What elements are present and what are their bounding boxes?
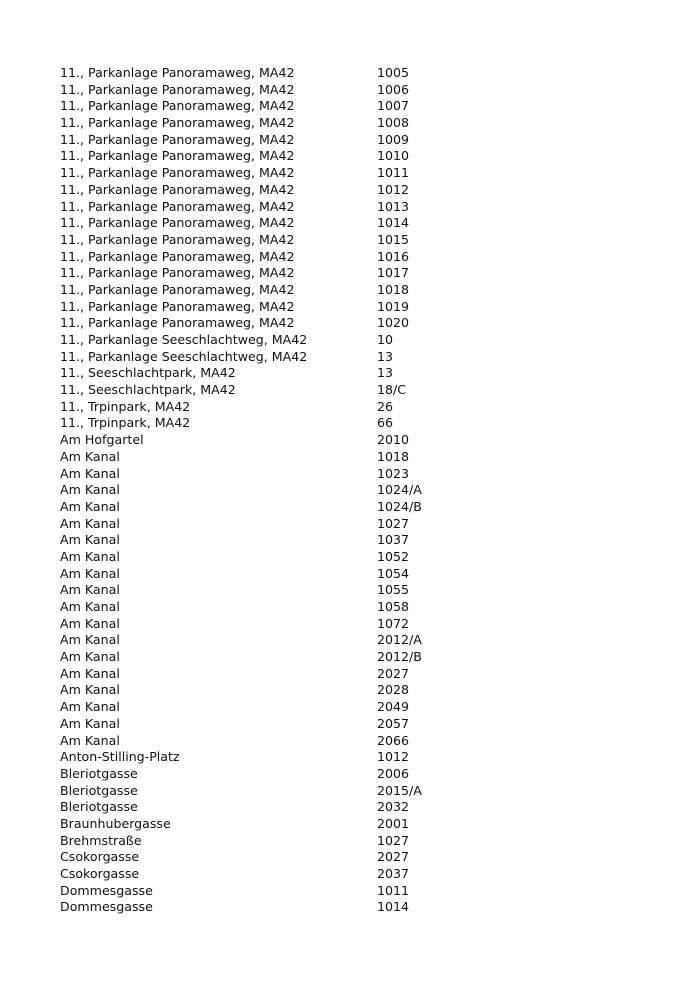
list-row xyxy=(60,749,660,766)
location-number: 1013 xyxy=(377,198,410,214)
location-number: 1018 xyxy=(377,448,410,464)
list-row xyxy=(60,566,660,583)
list-row xyxy=(60,616,660,633)
location-number: 13 xyxy=(377,365,394,381)
location-number: 2028 xyxy=(377,682,410,698)
list-row xyxy=(60,799,660,816)
location-number: 2032 xyxy=(377,799,410,815)
location-number: 10 xyxy=(377,332,394,347)
location-name: 11., Parkanlage Panoramaweg, MA42 xyxy=(60,181,295,197)
location-name: 11., Parkanlage Panoramaweg, MA42 xyxy=(60,98,295,114)
location-number: 2027 xyxy=(377,849,410,865)
location-number: 1027 xyxy=(377,515,410,531)
list-row xyxy=(60,98,660,115)
location-name: Am Kanal xyxy=(60,632,120,648)
list-row xyxy=(60,549,660,566)
location-number: 2012/B xyxy=(377,649,422,665)
list-row xyxy=(60,666,660,683)
list-row xyxy=(60,632,660,649)
list-row xyxy=(60,699,660,716)
location-number: 26 xyxy=(377,398,394,414)
list-row xyxy=(60,849,660,866)
location-number: 2006 xyxy=(377,765,410,781)
list-row xyxy=(60,115,660,132)
location-name: 11., Parkanlage Panoramaweg, MA42 xyxy=(60,65,295,80)
location-name: Am Kanal xyxy=(60,548,120,564)
location-number: 1012 xyxy=(377,181,410,197)
location-number: 2010 xyxy=(377,432,410,448)
location-name: 11., Trpinpark, MA42 xyxy=(60,398,191,414)
location-number: 13 xyxy=(377,348,394,364)
list-row xyxy=(60,716,660,733)
location-name: Am Kanal xyxy=(60,732,120,748)
location-number: 1055 xyxy=(377,582,410,598)
location-number: 1007 xyxy=(377,98,410,114)
location-number: 1024/A xyxy=(377,482,422,498)
location-name: Am Kanal xyxy=(60,649,120,665)
location-number: 2027 xyxy=(377,665,410,681)
location-name: Am Kanal xyxy=(60,665,120,681)
location-number: 1037 xyxy=(377,532,410,548)
list-row xyxy=(60,399,660,416)
list-row xyxy=(60,365,660,382)
location-number: 1020 xyxy=(377,315,410,331)
list-row xyxy=(60,349,660,366)
list-row xyxy=(60,783,660,800)
list-row xyxy=(60,682,660,699)
location-name: Am Kanal xyxy=(60,582,120,598)
location-number: 1009 xyxy=(377,131,410,147)
location-number: 2049 xyxy=(377,699,410,715)
location-name: Am Kanal xyxy=(60,699,120,715)
location-name: 11., Parkanlage Panoramaweg, MA42 xyxy=(60,298,295,314)
location-number: 1008 xyxy=(377,115,410,131)
location-name: Anton-Stilling-Platz xyxy=(60,749,180,765)
list-row xyxy=(60,582,660,599)
address-list xyxy=(60,65,660,916)
list-row xyxy=(60,182,660,199)
location-number: 1011 xyxy=(377,882,410,898)
location-name: 11., Parkanlage Panoramaweg, MA42 xyxy=(60,165,295,181)
location-name: 11., Parkanlage Panoramaweg, MA42 xyxy=(60,198,295,214)
location-name: Bleriotgasse xyxy=(60,799,138,815)
list-row xyxy=(60,299,660,316)
list-row xyxy=(60,866,660,883)
list-row xyxy=(60,232,660,249)
location-name: Am Kanal xyxy=(60,682,120,698)
list-row xyxy=(60,132,660,149)
location-name: 11., Parkanlage Panoramaweg, MA42 xyxy=(60,265,295,281)
location-name: Bleriotgasse xyxy=(60,765,138,781)
location-name: Am Kanal xyxy=(60,498,120,514)
list-row xyxy=(60,899,660,916)
location-number: 18/C xyxy=(377,382,407,398)
list-row xyxy=(60,883,660,900)
list-row xyxy=(60,449,660,466)
location-name: Am Kanal xyxy=(60,515,120,531)
location-name: Bleriotgasse xyxy=(60,782,138,798)
list-row xyxy=(60,415,660,432)
location-number: 1012 xyxy=(377,749,410,765)
list-row xyxy=(60,432,660,449)
location-number: 1027 xyxy=(377,832,410,848)
location-number: 1024/B xyxy=(377,498,422,514)
location-number: 1019 xyxy=(377,298,410,314)
location-name: Dommesgasse xyxy=(60,882,153,898)
location-number: 2015/A xyxy=(377,782,422,798)
location-name: 11., Parkanlage Panoramaweg, MA42 xyxy=(60,281,295,297)
location-number: 1010 xyxy=(377,148,410,164)
location-name: Am Kanal xyxy=(60,599,120,614)
location-name: 11., Seeschlachtpark, MA42 xyxy=(60,382,236,398)
location-number: 2001 xyxy=(377,815,410,831)
location-number: 1054 xyxy=(377,565,410,581)
location-name: Braunhubergasse xyxy=(60,815,171,831)
location-number: 1052 xyxy=(377,548,410,564)
list-row xyxy=(60,766,660,783)
location-name: 11., Parkanlage Panoramaweg, MA42 xyxy=(60,81,295,97)
location-number: 1006 xyxy=(377,81,410,97)
location-number: 1011 xyxy=(377,165,410,181)
list-row xyxy=(60,649,660,666)
location-name: 11., Parkanlage Panoramaweg, MA42 xyxy=(60,248,295,264)
location-number: 1014 xyxy=(377,215,410,231)
list-row xyxy=(60,332,660,349)
location-name: Am Kanal xyxy=(60,715,120,731)
location-name: Am Kanal xyxy=(60,448,120,464)
location-name: 11., Parkanlage Panoramaweg, MA42 xyxy=(60,148,295,164)
list-row xyxy=(60,466,660,483)
location-name: Am Kanal xyxy=(60,532,120,548)
location-number: 1016 xyxy=(377,248,410,264)
list-row xyxy=(60,215,660,232)
list-row xyxy=(60,382,660,399)
location-number: 1015 xyxy=(377,231,410,247)
location-name: Brehmstraße xyxy=(60,832,142,848)
location-name: Csokorgasse xyxy=(60,849,140,865)
location-number: 1017 xyxy=(377,265,410,281)
list-row xyxy=(60,82,660,99)
location-name: Am Kanal xyxy=(60,565,120,581)
location-name: Am Kanal xyxy=(60,465,120,481)
list-row xyxy=(60,249,660,266)
location-number: 2012/A xyxy=(377,632,422,648)
location-number: 1005 xyxy=(377,65,410,80)
list-row xyxy=(60,165,660,182)
list-row xyxy=(60,733,660,750)
location-name: 11., Parkanlage Panoramaweg, MA42 xyxy=(60,315,295,331)
location-name: 11., Parkanlage Panoramaweg, MA42 xyxy=(60,115,295,131)
location-name: Csokorgasse xyxy=(60,866,140,881)
location-number: 66 xyxy=(377,415,394,431)
list-row xyxy=(60,532,660,549)
location-name: Am Kanal xyxy=(60,482,120,498)
list-row xyxy=(60,499,660,516)
location-name: 11., Parkanlage Panoramaweg, MA42 xyxy=(60,131,295,147)
list-row xyxy=(60,816,660,833)
location-name: 11., Trpinpark, MA42 xyxy=(60,415,191,431)
list-row xyxy=(60,833,660,850)
location-name: 11., Parkanlage Panoramaweg, MA42 xyxy=(60,215,295,231)
location-name: Dommesgasse xyxy=(60,899,153,915)
location-name: Am Kanal xyxy=(60,615,120,631)
location-number: 2037 xyxy=(377,866,410,881)
list-row xyxy=(60,482,660,499)
location-name: 11., Parkanlage Seeschlachtweg, MA42 xyxy=(60,332,308,347)
list-row xyxy=(60,599,660,616)
location-name: 11., Seeschlachtpark, MA42 xyxy=(60,365,236,381)
list-row xyxy=(60,65,660,82)
location-number: 2057 xyxy=(377,715,410,731)
list-row xyxy=(60,282,660,299)
list-row xyxy=(60,265,660,282)
location-name: 11., Parkanlage Seeschlachtweg, MA42 xyxy=(60,348,308,364)
list-row xyxy=(60,199,660,216)
location-name: 11., Parkanlage Panoramaweg, MA42 xyxy=(60,231,295,247)
location-number: 1058 xyxy=(377,599,410,614)
list-row xyxy=(60,516,660,533)
location-number: 1023 xyxy=(377,465,410,481)
list-row xyxy=(60,148,660,165)
list-row xyxy=(60,315,660,332)
location-number: 1072 xyxy=(377,615,410,631)
location-number: 2066 xyxy=(377,732,410,748)
location-number: 1014 xyxy=(377,899,410,915)
location-number: 1018 xyxy=(377,281,410,297)
location-name: Am Hofgartel xyxy=(60,432,144,448)
